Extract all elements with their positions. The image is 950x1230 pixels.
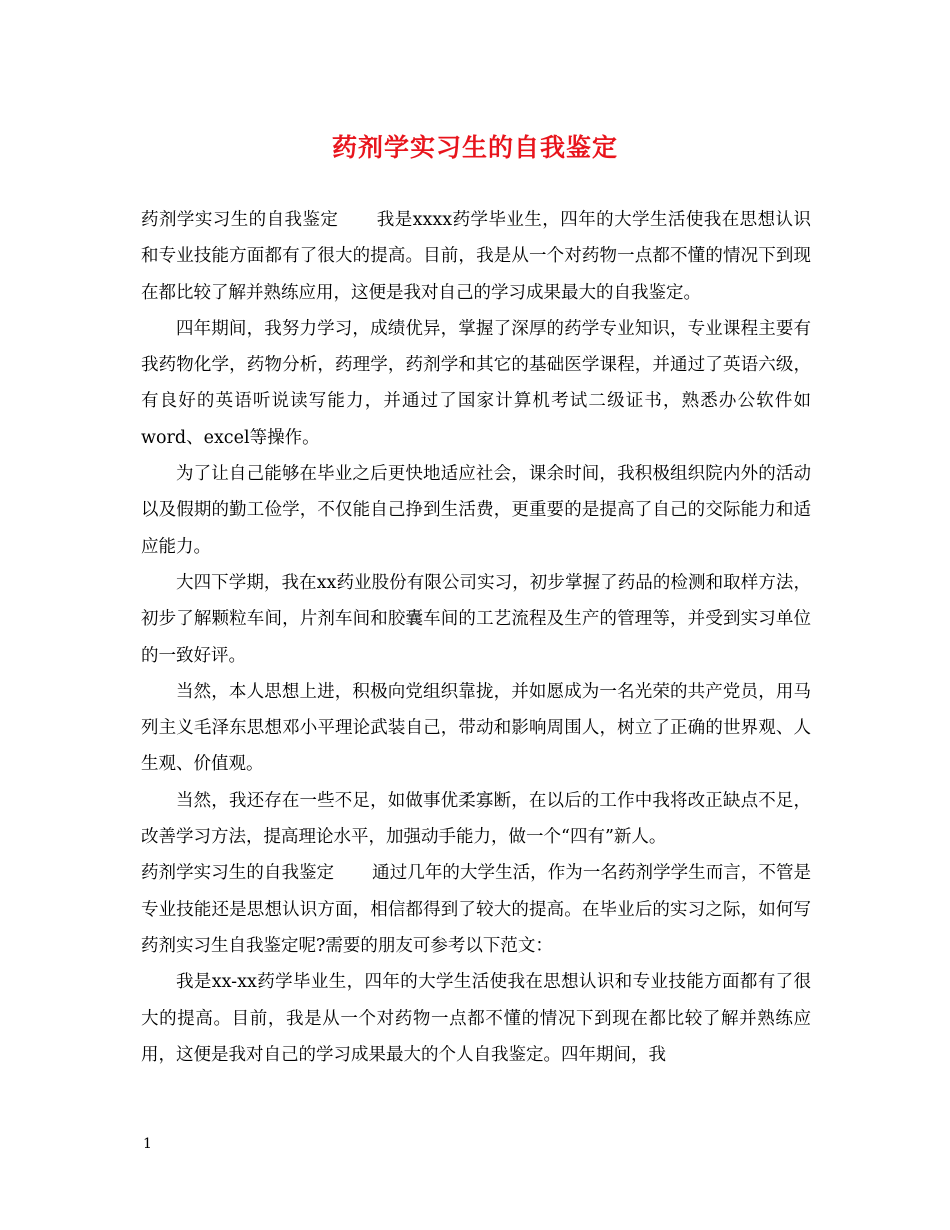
paragraph-6: 当然，我还存在一些不足，如做事优柔寡断，在以后的工作中我将改正缺点不足，改善学习方法，提高理论水平，加强动手能力，做一个“四有”新人。: [141, 790, 811, 848]
paragraph-2: 四年期间，我努力学习，成绩优异，掌握了深厚的药学专业知识，专业课程主要有我药物化学，药物分析，药理学，药剂学和其它的基础医学课程，并通过了英语六级，有良好的英语听说读写能力，并通过了国家计算机考试二级证书，熟悉办公软件如word、excel等操作。: [141, 318, 811, 448]
document-title: 药剂学实习生的自我鉴定: [331, 133, 618, 162]
paragraph-lead: 药剂学实习生的自我鉴定: [141, 863, 335, 884]
paragraph-text: 我是xxxx药学毕业生，四年的大学生活使我在思想认识和专业技能方面都有了很大的提高。目前，我是从一个对药物一点都不懂的情况下到现在都比较了解并熟练应用，这便是我对自己的学习成果最大的自我鉴定。: [141, 210, 811, 303]
document-body: [141, 202, 811, 1073]
paragraph-lead: 药剂学实习生的自我鉴定: [141, 210, 339, 230]
page-number: 1: [143, 1136, 152, 1152]
paragraph-text: 通过几年的大学生活，作为一名药剂学学生而言，不管是专业技能还是思想认识方面，相信都得到了较大的提高。在毕业后的实习之际，如何写药剂实习生自我鉴定呢?需要的朋友可参考以下范文：: [141, 863, 812, 956]
paragraph-5: 当然，本人思想上进，积极向党组织靠拢，并如愿成为一名光荣的共产党员，用马列主义毛泽东思想邓小平理论武装自己，带动和影响周围人，树立了正确的世界观、人生观、价值观。: [141, 681, 811, 775]
paragraph-1: [141, 202, 811, 311]
paragraph-3: 为了让自己能够在毕业之后更快地适应社会，课余时间，我积极组织院内外的活动以及假期的勤工俭学，不仅能自己挣到生活费，更重要的是提高了自己的交际能力和适应能力。: [141, 464, 811, 557]
paragraph-4: 大四下学期，我在xx药业股份有限公司实习，初步掌握了药品的检测和取样方法，初步了解颗粒车间，片剂车间和胶囊车间的工艺流程及生产的管理等，并受到实习单位的一致好评。: [141, 572, 811, 666]
paragraph-7: [141, 855, 811, 964]
paragraph-8: 我是xx-xx药学毕业生，四年的大学生活使我在思想认识和专业技能方面都有了很大的提高。目前，我是从一个对药物一点都不懂的情况下到现在都比较了解并熟练应用，这便是我对自己的学习成果最大的个人自我鉴定。四年期间，我: [141, 972, 811, 1065]
